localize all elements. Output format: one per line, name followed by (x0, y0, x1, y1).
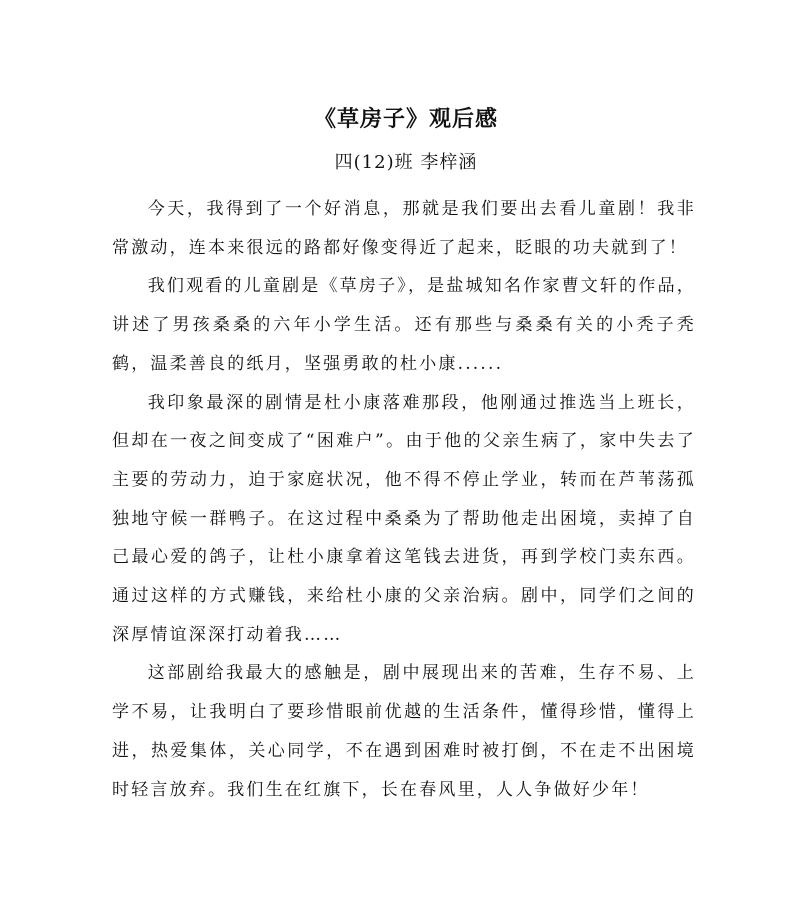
author-line: 四(12)班 李梓涵 (334, 152, 478, 173)
paragraph-2: 我们观看的儿童剧是《草房子》，是盐城知名作家曹文轩的作品，讲述了男孩桑桑的六年小学生活。还有那些与桑桑有关的小秃子秃鹤，温柔善良的纸月，坚强勇敢的杜小康...... (112, 276, 696, 374)
essay-body (112, 190, 696, 809)
paragraph-1: 今天，我得到了一个好消息，那就是我们要出去看儿童剧！我非常激动，连本来很远的路都好像变得近了起来，眨眼的功夫就到了！ (112, 199, 696, 258)
paragraph-3: 我印象最深的剧情是杜小康落难那段，他刚通过推选当上班长，但却在一夜之间变成了“困难户”。由于他的父亲生病了，家中失去了主要的劳动力，迫于家庭状况，他不得不停止学业，转而在芦苇荡孤独地守候一群鸭子。在这过程中桑桑为了帮助他走出困境，卖掉了自己最心爱的鸽子，让杜小康拿着这笔钱去进货，再到学校门卖东西。通过这样的方式赚钱，来给杜小康的父亲治病。剧中，同学们之间的深厚情谊深深打动着我…… (112, 392, 696, 645)
page-title: 《草房子》观后感 (313, 106, 498, 132)
paragraph-4: 这部剧给我最大的感触是，剧中展现出来的苦难，生存不易、上学不易，让我明白了要珍惜眼前优越的生活条件，懂得珍惜，懂得上进，热爱集体，关心同学，不在遇到困难时被打倒，不在走不出困境时轻言放弃。我们生在红旗下，长在春风里，人人争做好少年！ (112, 663, 696, 800)
